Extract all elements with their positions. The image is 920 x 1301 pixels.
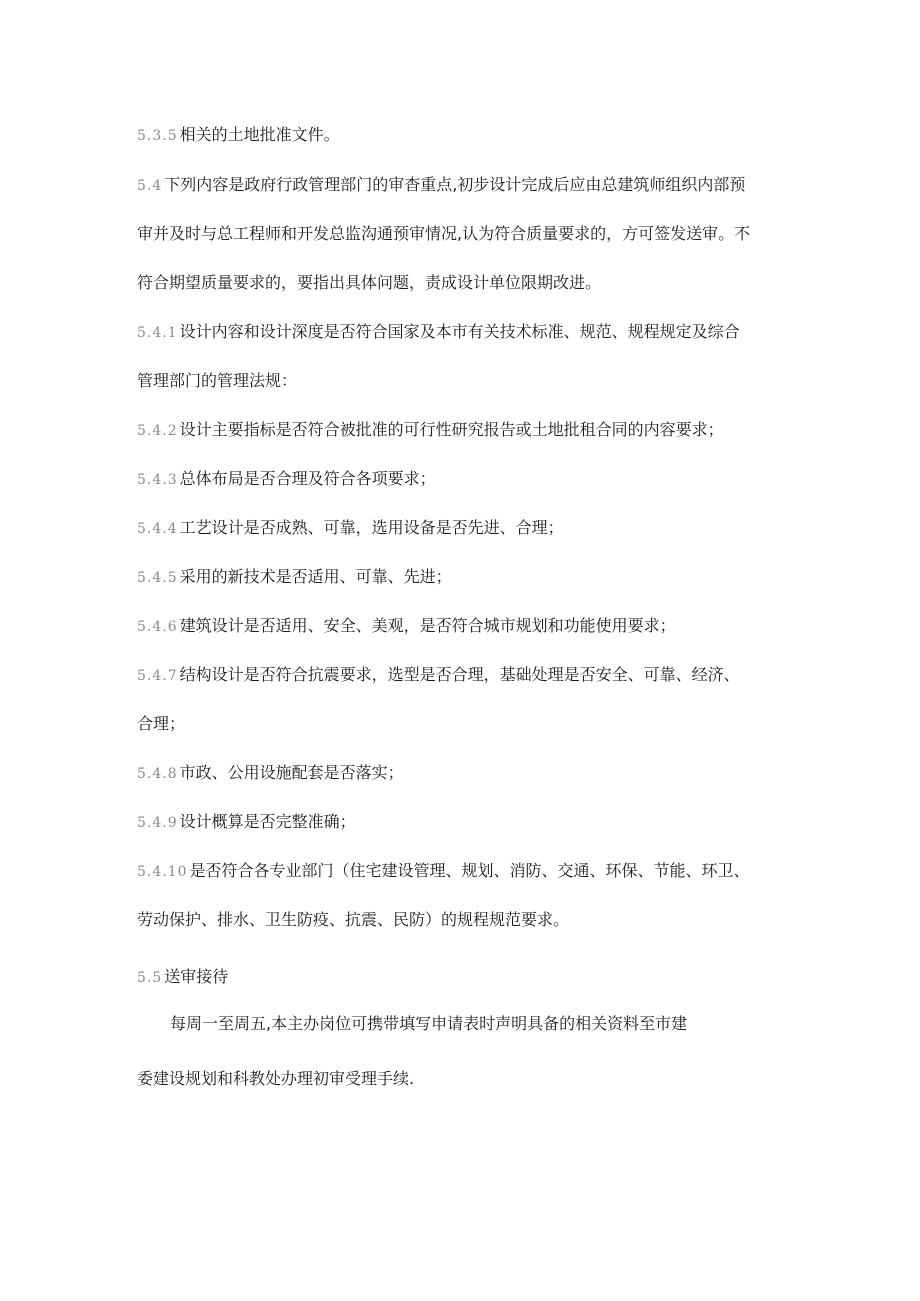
clause-5-4-1-continued [137, 370, 297, 392]
clause-text: 建筑设计是否适用、安全、美观，是否符合城市规划和功能使用要求； [179, 616, 676, 635]
clause-number: 5.4.1 [137, 325, 178, 341]
clause-5-4-7-continued [137, 713, 185, 735]
clause-5-4-4 [137, 517, 564, 540]
clause-number: 5.4.3 [137, 472, 178, 488]
clause-5-4-1 [137, 321, 740, 344]
clause-5-3-5 [137, 124, 340, 147]
clause-5-4-3 [137, 468, 436, 491]
clause-5-5 [137, 966, 228, 989]
clause-number: 5.4.5 [137, 570, 178, 586]
clause-text: 设计概算是否完整准确； [179, 812, 356, 831]
clause-number: 5.4.7 [137, 668, 178, 684]
body-paragraph [170, 1013, 687, 1035]
clause-5-4-10-continued [137, 909, 569, 931]
clause-number: 5.4.8 [137, 766, 178, 782]
clause-text: 总体布局是否合理及符合各项要求； [179, 469, 436, 488]
clause-5-4-6 [137, 615, 676, 638]
clause-text: 审并及时与总工程师和开发总监沟通预审情况,认为符合质量要求的，方可签发送审。不 [137, 224, 751, 243]
clause-text: 是否符合各专业部门（住宅建设管理、规划、消防、交通、环保、节能、环卫、 [189, 861, 750, 880]
clause-text: 结构设计是否符合抗震要求，选型是否合理，基础处理是否安全、可靠、经济、 [179, 665, 740, 684]
clause-text: 设计主要指标是否符合被批准的可行性研究报告或土地批租合同的内容要求； [179, 420, 724, 439]
clause-text: 相关的土地批准文件。 [179, 125, 340, 144]
paragraph-text: 每周一至周五,本主办岗位可携带填写申请表时声明具备的相关资料至市建 [170, 1014, 688, 1033]
clause-text: 下列内容是政府行政管理部门的审杳重点,初步设计完成后应由总建筑师组织内部预 [164, 175, 746, 194]
clause-5-4-8 [137, 762, 404, 785]
clause-number: 5.4.6 [137, 619, 178, 635]
clause-5-4-7 [137, 664, 740, 687]
clause-number: 5.5 [137, 970, 163, 986]
paragraph-text: 委建设规划和科教处办理初审受理手续. [137, 1069, 415, 1088]
clause-5-4-5 [137, 566, 452, 589]
body-paragraph-continued [137, 1068, 414, 1090]
clause-5-4-9 [137, 811, 356, 834]
clause-text: 市政、公用设施配套是否落实； [179, 763, 404, 782]
clause-text: 合理； [137, 714, 186, 733]
section-heading: 送审接待 [164, 967, 229, 986]
clause-number: 5.4.10 [137, 864, 188, 880]
clause-text: 设计内容和设计深度是否符合国家及本市有关技术标准、规范、规程规定及综合 [179, 322, 740, 341]
clause-number: 5.4 [137, 178, 163, 194]
clause-5-4 [137, 174, 745, 197]
clause-text: 管理部门的管理法规： [137, 371, 298, 390]
clause-text: 符合期望质量要求的，要指出具体问题，责成设计单位限期改进。 [137, 273, 602, 292]
clause-number: 5.4.2 [137, 423, 178, 439]
clause-5-4-2 [137, 419, 724, 442]
clause-number: 5.3.5 [137, 128, 178, 144]
clause-5-4-continued [137, 272, 601, 294]
clause-5-4-continued [137, 223, 750, 245]
clause-text: 劳动保护、排水、卫生防疫、抗震、民防）的规程规范要求。 [137, 910, 570, 929]
clause-text: 采用的新技术是否适用、可靠、先进； [179, 567, 452, 586]
clause-5-4-10 [137, 860, 750, 883]
clause-number: 5.4.9 [137, 815, 178, 831]
clause-number: 5.4.4 [137, 521, 178, 537]
clause-text: 工艺设计是否成熟、可靠，选用设备是否先进、合理； [179, 518, 564, 537]
